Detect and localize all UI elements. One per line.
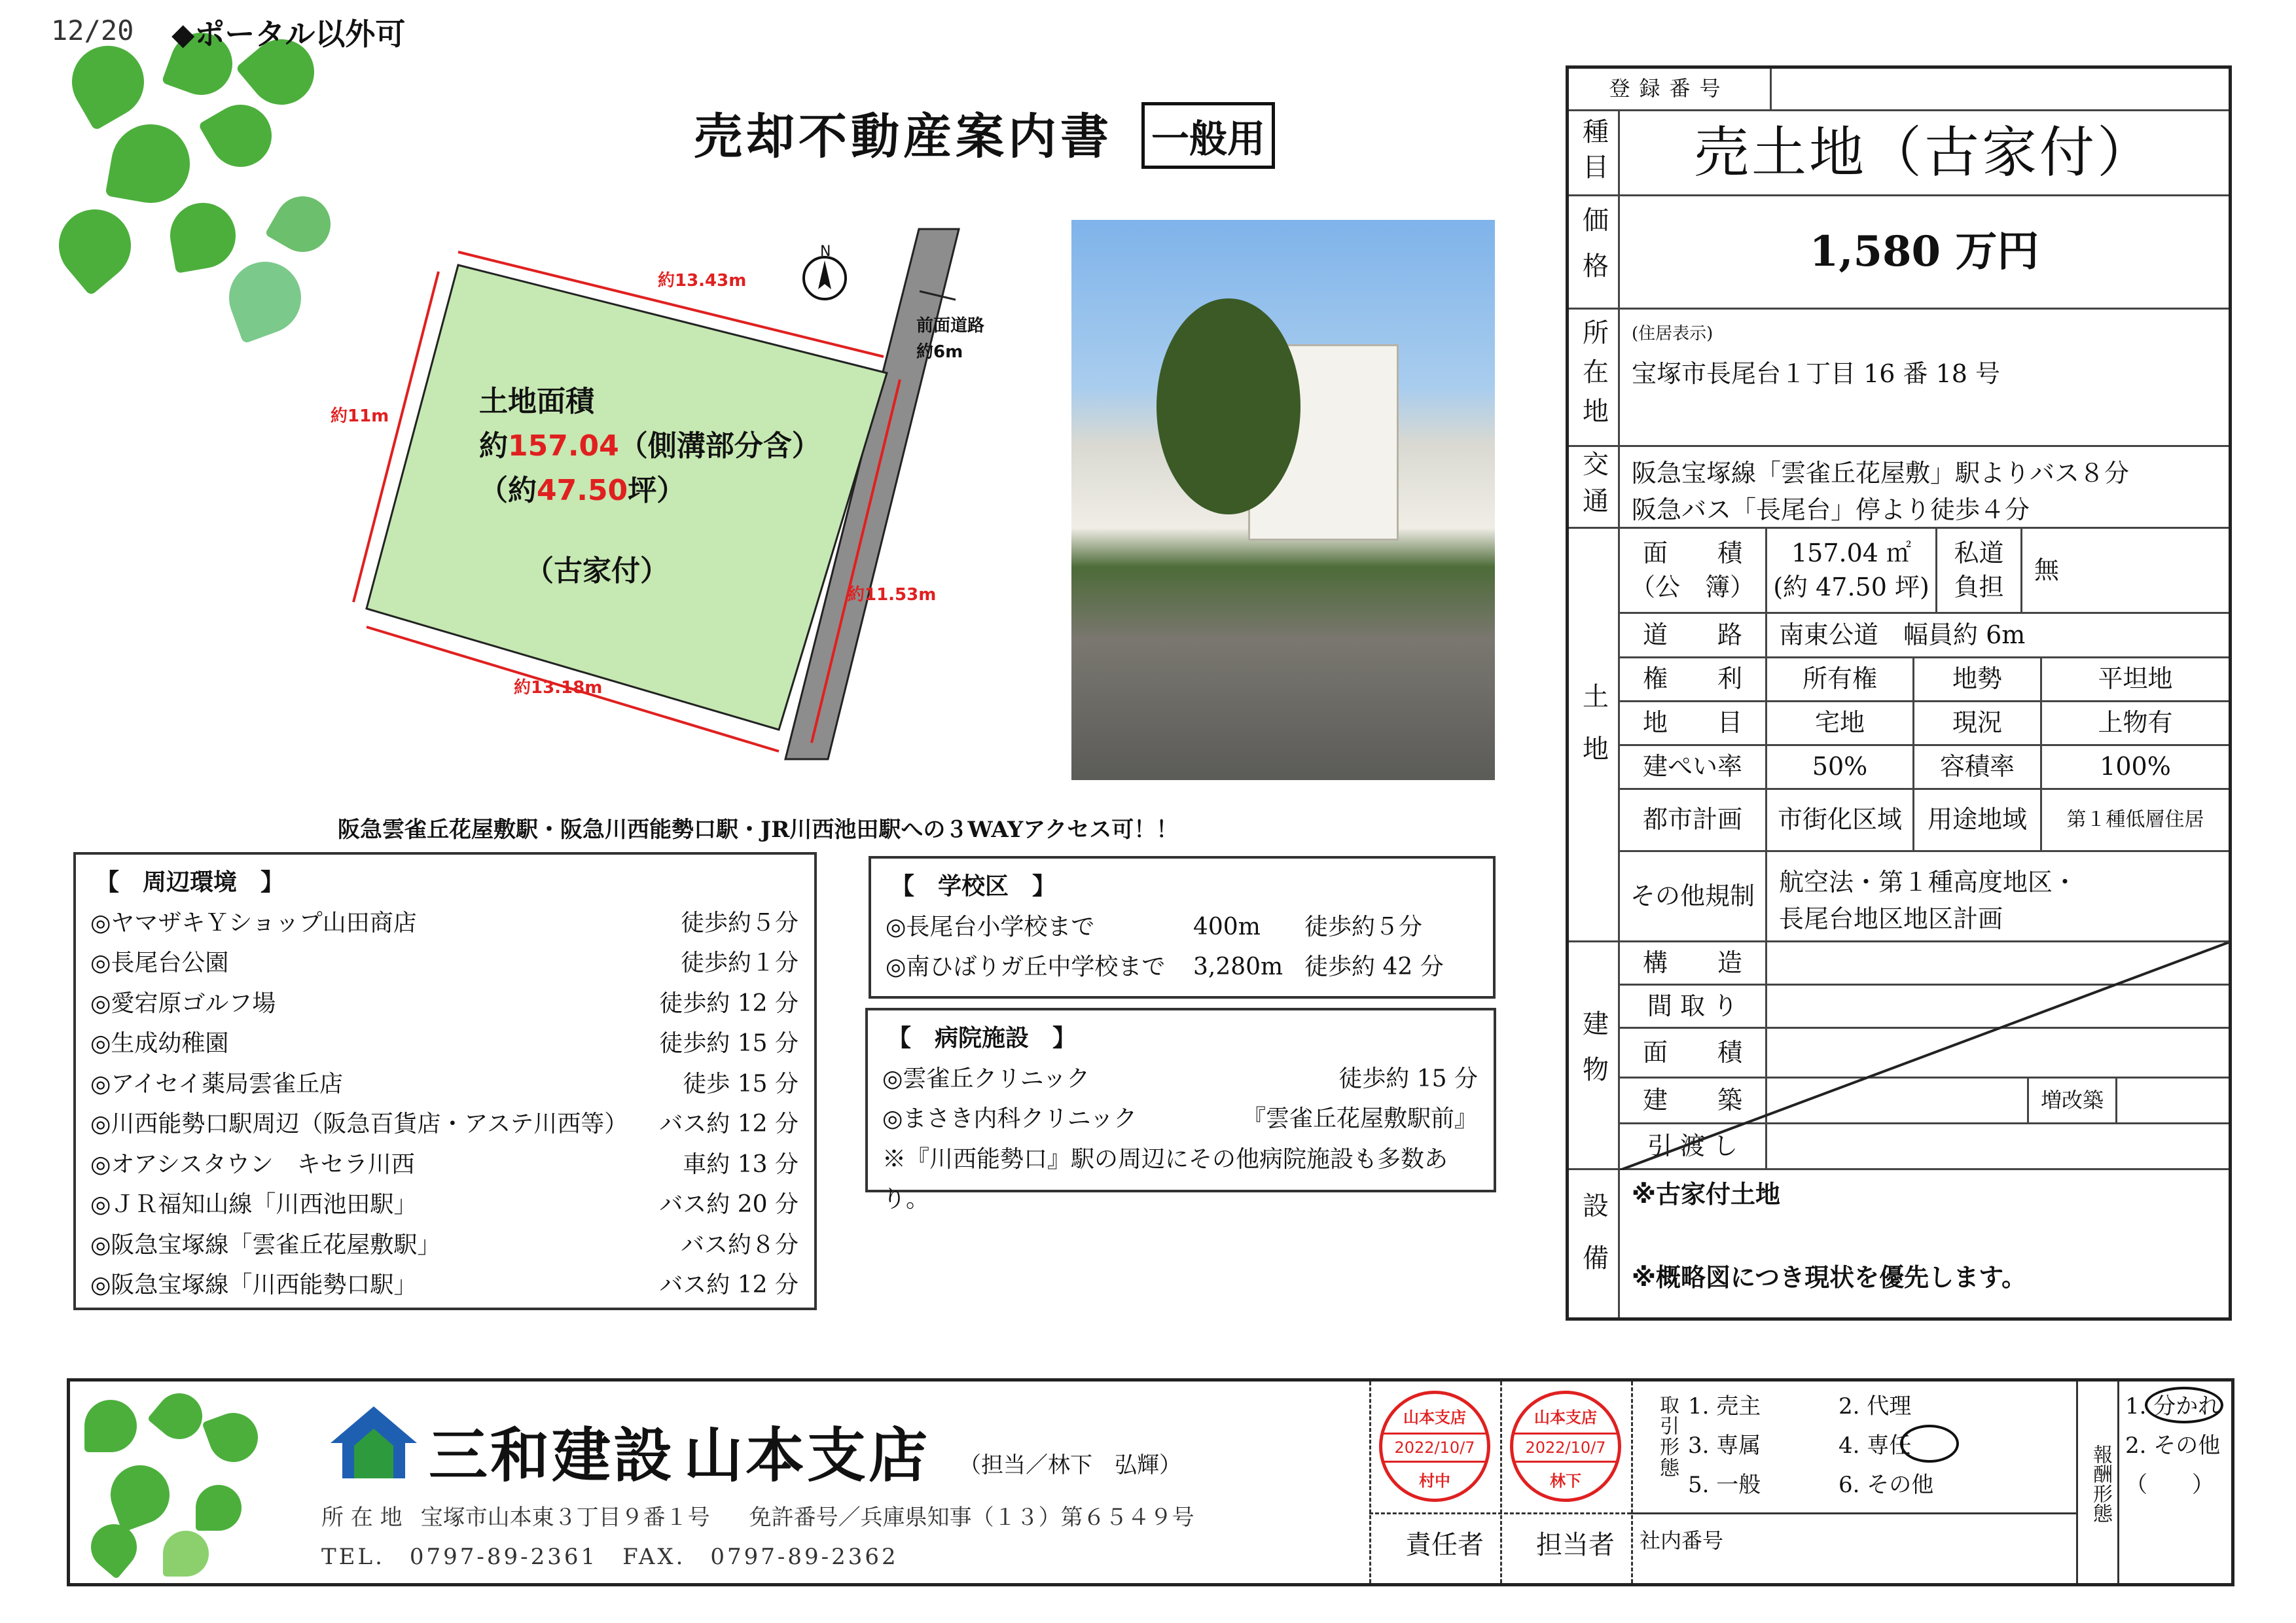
hospital-box: [865, 1008, 1496, 1213]
private-road-label-1: 私道: [1954, 539, 2004, 568]
addr-value: 宝塚市長尾台１丁目 16 番 18 号: [1632, 359, 2001, 389]
traffic-label: 交通: [1569, 447, 1620, 529]
road-name: 前面道路: [916, 316, 985, 336]
list-item: ◎阪急宝塚線「川西能勢口駅」 バス約 12 分: [90, 1272, 798, 1298]
footer-addr-label: 所 在 地: [321, 1505, 403, 1531]
land-label: 土地: [1569, 529, 1620, 942]
list-item: ◎ＪＲ福知山線「川西池田駅」 バス約 20 分: [90, 1191, 798, 1218]
list-item: ◎まさき内科クリニック 『雲雀丘花屋敷駅前』: [882, 1105, 1478, 1132]
road-width: 約6m: [916, 342, 963, 362]
footer-leaves: [78, 1393, 274, 1577]
footer-box: [67, 1378, 2234, 1586]
stamp-in-charge: 山本支店 2022/10/7 林下: [1510, 1391, 1621, 1502]
deal-option: 2. 代理: [1839, 1393, 1912, 1419]
bottom-edge-label: 約13.18m: [514, 678, 603, 698]
plan-label: 都市計画: [1620, 790, 1767, 852]
right-value: 所有権: [1767, 658, 1914, 702]
other-label: その他規制: [1620, 852, 1767, 942]
reg-label: 登録番号: [1569, 69, 1772, 111]
general-badge: 一般用: [1141, 102, 1275, 169]
access-line: 阪急雲雀丘花屋敷駅・阪急川西能勢口駅・JR川西池田駅への３WAYアクセス可！！: [338, 817, 1179, 843]
staff-name: （担当／林下 弘輝）: [959, 1452, 1181, 1478]
school-box: [869, 856, 1496, 999]
category-label: 地 目: [1620, 702, 1767, 746]
fee-label: 報酬形態: [2089, 1444, 2112, 1523]
north-label: N: [820, 243, 831, 260]
company-branch: 山本支店: [684, 1421, 930, 1490]
traffic-cell: [1620, 447, 2229, 529]
price-label: 価格: [1569, 196, 1620, 310]
traffic-line-2: 阪急バス「長尾台」停より徒歩４分: [1632, 495, 2030, 524]
deal-option: 3. 専属: [1688, 1433, 1761, 1459]
surroundings-title: 【 周辺環境 】: [96, 868, 285, 896]
bcr-label: 建ぺい率: [1620, 746, 1767, 790]
addr-label: 所在地: [1569, 310, 1620, 447]
fee-option-selected: 1. 分かれ: [2125, 1393, 2221, 1419]
other-value-2: 長尾台地区地区計画: [1779, 904, 2003, 933]
category-value: 宅地: [1767, 702, 1914, 746]
status-label: 現況: [1914, 702, 2042, 746]
terrain-label: 地勢: [1914, 658, 2042, 702]
company-main: 三和建設: [429, 1421, 675, 1490]
right-label: 権 利: [1620, 658, 1767, 702]
plan-value: 市街化区域: [1767, 790, 1914, 852]
type-label: 種目: [1569, 111, 1620, 196]
page-code: 12/20: [51, 14, 134, 46]
list-item: ◎長尾台小学校まで 400m 徒歩約５分: [886, 913, 1423, 940]
responsible-label: 責任者: [1405, 1530, 1484, 1560]
deal-circle: [1900, 1425, 1959, 1463]
private-road-label-2: 負担: [1954, 572, 2004, 601]
reg-value: [1772, 69, 2229, 111]
list-item: ◎雲雀丘クリニック 徒歩約 15 分: [882, 1065, 1478, 1092]
surroundings-list: [76, 903, 814, 1306]
fee-option: 2. その他: [2125, 1433, 2221, 1459]
left-edge-label: 約11m: [331, 406, 389, 426]
deal-option: 5. 一般: [1688, 1472, 1761, 1498]
deal-option: 6. その他: [1839, 1472, 1934, 1498]
list-item: ◎愛宕原ゴルフ場 徒歩約 12 分: [90, 990, 798, 1017]
ext-label: 増改築: [2029, 1079, 2117, 1124]
tsubo-suffix: 坪）: [628, 474, 686, 507]
area-prefix: 約: [479, 429, 508, 463]
tree-shape: [1157, 298, 1300, 514]
area-block: [479, 380, 821, 513]
type-value: 売土地（古家付）: [1620, 111, 2229, 196]
list-item: ◎南ひばりガ丘中学校まで 3,280m 徒歩約 42 分: [886, 954, 1444, 980]
list-item: ◎ヤマザキＹショップ山田商店 徒歩約５分: [90, 909, 798, 936]
list-item: ◎アイセイ薬局雲雀丘店 徒歩 15 分: [90, 1070, 798, 1097]
hospital-note: ※『川西能勢口』駅の周辺にその他病院施設も多数あり。: [882, 1145, 1448, 1213]
area-tsubo-value: (約 47.50 坪): [1773, 572, 1929, 601]
stamp-responsible: 山本支店 2022/10/7 村中: [1379, 1391, 1490, 1502]
list-item: ◎長尾台公園 徒歩約１分: [90, 950, 798, 976]
far-label: 容積率: [1914, 746, 2042, 790]
footer-license: 免許番号／兵庫県知事（１３）第６５４９号: [749, 1505, 1194, 1531]
built-label: 建 築: [1620, 1079, 1767, 1124]
list-item: ◎生成幼稚園 徒歩約 15 分: [90, 1030, 798, 1057]
bldg-label: 建物: [1569, 942, 1620, 1170]
addr-note: (住居表示): [1632, 324, 1713, 344]
list-item: ◎川西能勢口駅周辺（阪急百貨店・アステ川西等） バス約 12 分: [90, 1111, 798, 1137]
hospital-title: 【 病院施設 】: [888, 1024, 1077, 1052]
barea-label: 面 積: [1620, 1029, 1767, 1079]
company-logo: [328, 1404, 420, 1481]
portal-note: ◆ポータル以外可: [171, 16, 406, 52]
equip-line-1: ※古家付土地: [1632, 1180, 1780, 1209]
list-item: ◎阪急宝塚線「雲雀丘花屋敷駅」 バス約８分: [90, 1231, 798, 1258]
company-name: [429, 1408, 930, 1493]
road-row-value: 南東公道 幅員約 6m: [1767, 614, 2229, 658]
bcr-value: 50%: [1767, 746, 1914, 790]
list-item: ◎オアシスタウン キセラ川西 車約 13 分: [90, 1150, 798, 1178]
right-edge-label: 約11.53m: [848, 585, 937, 605]
equip-label: 設備: [1569, 1170, 1620, 1317]
area-sqm-value: 157.04 ㎡: [1791, 539, 1912, 568]
footer-addr-line: [321, 1499, 1194, 1531]
fee-option: （ ）: [2125, 1472, 2214, 1498]
addr-cell: [1620, 310, 2229, 447]
struct-label: 構 造: [1620, 942, 1767, 986]
area-label-1: 面 積: [1642, 539, 1742, 568]
deal-option-selected: 4. 専任: [1839, 1433, 1912, 1459]
void-slash: [1620, 942, 2229, 1170]
far-value: 100%: [2042, 746, 2229, 790]
use-value: 第１種低層住居: [2042, 790, 2229, 852]
footer-addr: 宝塚市山本東３丁目９番１号: [420, 1505, 710, 1531]
tsubo-prefix: （約: [479, 474, 537, 507]
price-value: 1,580 万円: [1620, 196, 2229, 310]
area-tsubo: 47.50: [537, 474, 628, 507]
deal-label: 取引形態: [1656, 1395, 1679, 1478]
traffic-line-1: 阪急宝塚線「雲雀丘花屋敷」駅よりバス８分: [1632, 459, 2130, 488]
property-photo: [1071, 220, 1495, 780]
road-row-label: 道 路: [1620, 614, 1767, 658]
inner-no-label: 社内番号: [1640, 1528, 1724, 1553]
leaf-decoration: [59, 26, 360, 340]
other-value-1: 航空法・第１種高度地区・: [1779, 868, 2078, 897]
private-road-value: 無: [2022, 529, 2229, 614]
deliv-label: 引 渡 し: [1620, 1124, 1767, 1170]
school-title: 【 学校区 】: [891, 872, 1056, 900]
status-value: 上物有: [2042, 702, 2229, 746]
area-label-2: （公 簿）: [1630, 572, 1755, 601]
layout-label: 間 取 り: [1620, 986, 1767, 1029]
top-edge-label: 約13.43m: [658, 271, 747, 291]
terrain-value: 平坦地: [2042, 658, 2229, 702]
fee-circle: [2145, 1387, 2223, 1423]
spec-table: [1566, 65, 2232, 1321]
footer-tel: TEL. 0797-89-2361 FAX. 0797-89-2362: [321, 1544, 899, 1570]
page-title: 売却不動産案内書: [694, 109, 1113, 165]
old-house-label: （古家付）: [525, 554, 669, 588]
use-label: 用途地域: [1914, 790, 2042, 852]
in-charge-label: 担当者: [1536, 1530, 1615, 1560]
area-sqm: 157.04: [508, 429, 619, 463]
deal-option: 1. 売主: [1688, 1393, 1761, 1419]
surroundings-box: [73, 852, 817, 1310]
equip-line-2: ※概略図につき現状を優先します。: [1632, 1263, 2027, 1293]
area-suffix: （側溝部分含）: [619, 429, 821, 463]
road-label: [916, 313, 984, 365]
area-label: 土地面積: [479, 385, 594, 418]
